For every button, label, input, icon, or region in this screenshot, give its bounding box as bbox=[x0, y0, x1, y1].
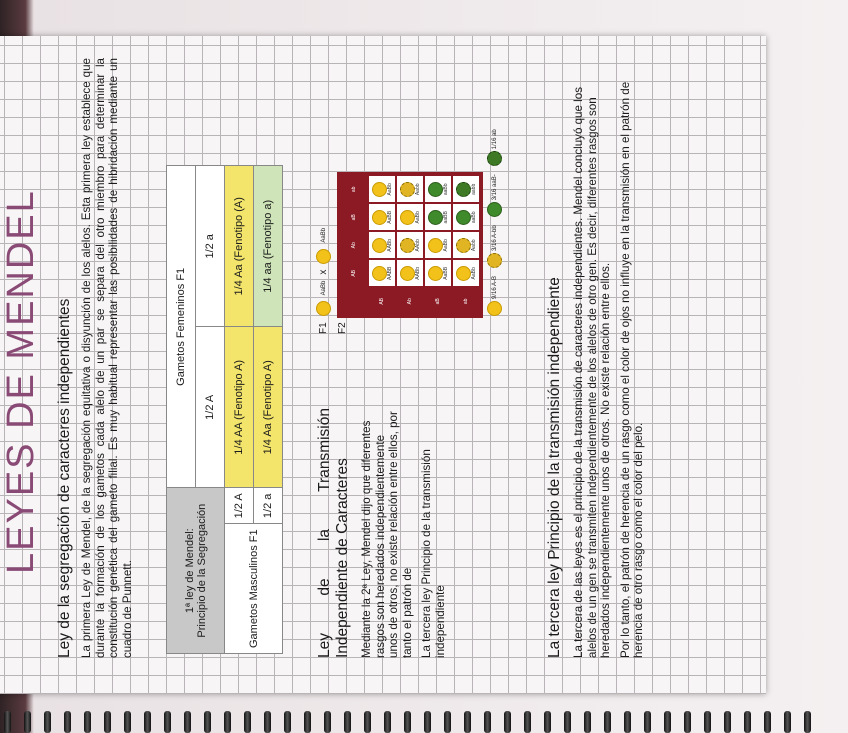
genotype-label: aaBb bbox=[442, 183, 449, 196]
genotype-label: AABb bbox=[386, 238, 393, 252]
pea-icon bbox=[487, 151, 502, 166]
spiral-ring bbox=[224, 711, 231, 733]
ratio-row bbox=[487, 129, 502, 316]
spiral-ring bbox=[304, 711, 311, 733]
dihybrid-diagram bbox=[316, 129, 502, 334]
spiral-ring bbox=[624, 711, 631, 733]
grid-row-header: aB bbox=[424, 287, 452, 315]
grid-col-header: aB bbox=[340, 203, 368, 231]
spiral-binding bbox=[0, 703, 848, 733]
section3-p2: Por lo tanto, el patrón de herencia de un rasgo como el color de ojos no influye en la transmisión en el patrón de herencia de otro rasgo como el color del pelo. bbox=[618, 81, 646, 658]
pea-icon bbox=[372, 210, 387, 225]
grid-cell bbox=[424, 203, 452, 231]
pea-yellow-icon bbox=[316, 249, 331, 264]
parent2-label: AaBb bbox=[320, 227, 327, 243]
grid-corner bbox=[340, 287, 368, 315]
genotype-label: AaBb bbox=[386, 183, 393, 196]
pea-icon bbox=[487, 253, 502, 268]
pea-icon bbox=[428, 210, 443, 225]
spiral-ring bbox=[504, 711, 511, 733]
spiral-ring bbox=[404, 711, 411, 733]
spiral-ring bbox=[484, 711, 491, 733]
spiral-ring bbox=[444, 711, 451, 733]
cell-Aa-top: 1/4 Aa (Fenotipo (A) bbox=[225, 166, 254, 327]
pea-icon bbox=[456, 238, 471, 253]
page-title: LEYES DE MENDEL bbox=[0, 189, 42, 574]
spiral-ring bbox=[744, 711, 751, 733]
punnett-table bbox=[166, 165, 283, 654]
pea-icon bbox=[400, 238, 415, 253]
genotype-label: AaBb bbox=[414, 211, 421, 224]
cell-aa: 1/4 aa (Fenotipo a) bbox=[254, 166, 283, 327]
grid-col-header: Ab bbox=[340, 231, 368, 259]
grid-cell bbox=[424, 259, 452, 287]
ratio-label: 9/16 A-B bbox=[491, 275, 498, 299]
pea-icon bbox=[456, 210, 471, 225]
spiral-ring bbox=[64, 711, 71, 733]
pea-icon bbox=[456, 182, 471, 197]
ratio-item bbox=[487, 174, 502, 217]
dihybrid-punnett-grid bbox=[337, 172, 483, 318]
grid-cell bbox=[396, 175, 424, 203]
spiral-ring bbox=[124, 711, 131, 733]
grid-cell bbox=[396, 231, 424, 259]
spiral-ring bbox=[364, 711, 371, 733]
spiral-ring bbox=[804, 711, 811, 733]
spiral-ring bbox=[464, 711, 471, 733]
section-third-law bbox=[546, 58, 652, 658]
pea-yellow-icon bbox=[316, 301, 331, 316]
grid-cell bbox=[452, 203, 480, 231]
pea-icon bbox=[428, 182, 443, 197]
male-gametes-header: Gametos Masculinos F1 bbox=[225, 524, 283, 654]
spiral-ring bbox=[164, 711, 171, 733]
genotype-label: Aabb bbox=[414, 183, 421, 196]
grid-col-header: ab bbox=[340, 175, 368, 203]
grid-row-header: AB bbox=[368, 287, 396, 315]
pea-icon bbox=[372, 238, 387, 253]
spiral-ring bbox=[244, 711, 251, 733]
spiral-ring bbox=[644, 711, 651, 733]
spiral-ring bbox=[184, 711, 191, 733]
genotype-label: AaBB bbox=[386, 210, 393, 224]
spiral-ring bbox=[724, 711, 731, 733]
spiral-ring bbox=[4, 711, 11, 733]
grid-cell bbox=[424, 231, 452, 259]
section2-p2: La tercera ley Principio de la transmisión independiente bbox=[420, 449, 447, 658]
col-header-A: 1/2 A bbox=[196, 327, 225, 488]
spiral-ring bbox=[684, 711, 691, 733]
spiral-ring bbox=[144, 711, 151, 733]
female-gametes-header: Gametos Femeninos F1 bbox=[167, 166, 196, 488]
spiral-ring bbox=[544, 711, 551, 733]
grid-cell bbox=[368, 203, 396, 231]
col-header-a: 1/2 a bbox=[196, 166, 225, 327]
spiral-ring bbox=[284, 711, 291, 733]
notebook-page bbox=[0, 36, 766, 694]
spiral-ring bbox=[764, 711, 771, 733]
row-header-A: 1/2 A bbox=[225, 488, 254, 524]
genotype-label: AABb bbox=[414, 266, 421, 280]
cross-symbol: x bbox=[318, 269, 329, 275]
grid-cell bbox=[368, 259, 396, 287]
spiral-ring bbox=[324, 711, 331, 733]
cell-AA: 1/4 AA (Fenotipo A) bbox=[225, 327, 254, 488]
ratio-item bbox=[487, 225, 502, 268]
pea-icon bbox=[428, 238, 443, 253]
genotype-label: aaBB bbox=[442, 211, 449, 224]
spiral-ring bbox=[524, 711, 531, 733]
spiral-ring bbox=[264, 711, 271, 733]
f2-label: F2 bbox=[337, 322, 348, 334]
spiral-ring bbox=[704, 711, 711, 733]
genotype-label: AaBb bbox=[470, 267, 477, 280]
ratio-label: 3/16 A-bb bbox=[491, 225, 498, 251]
pea-icon bbox=[372, 266, 387, 281]
grid-col-header: AB bbox=[340, 259, 368, 287]
spiral-ring bbox=[424, 711, 431, 733]
parent1-label: AaBb bbox=[320, 280, 327, 296]
genotype-label: Aabb bbox=[470, 239, 477, 252]
spiral-ring bbox=[44, 711, 51, 733]
spiral-ring bbox=[84, 711, 91, 733]
section1-body: La primera Ley de Mendel, de la segregación equitativa o disyunción de los alelos. Esta primera ley establece que durante la formación de los gametos cada alelo de un par se separa del otro miembro para determinar la constitución genética del gameto filial. Es muy habitual representar las posibilidades de hibridación mediante un cuadro de Punnett. bbox=[80, 58, 134, 658]
pea-icon bbox=[372, 182, 387, 197]
section3-p1: La tercera de las leyes es el principio de la transmisión de caracteres independientes. Mendel concluyó que los alelos de un gen se transmiten independientemente de los alelos de otro gen. Es decir, diferentes rasgos son heredados independientemente unos de otros. No existe relación entre ellos. bbox=[572, 87, 613, 658]
pea-icon bbox=[428, 266, 443, 281]
grid-row-header: ab bbox=[452, 287, 480, 315]
ratio-label: 3/16 aaB- bbox=[491, 174, 498, 201]
section1-heading: Ley de la segregación de caracteres independientes bbox=[56, 298, 73, 658]
grid-cell bbox=[396, 259, 424, 287]
spiral-ring bbox=[204, 711, 211, 733]
grid-cell bbox=[452, 231, 480, 259]
section-segregation bbox=[56, 58, 134, 658]
section-independent bbox=[316, 408, 454, 658]
grid-cell bbox=[424, 175, 452, 203]
pea-icon bbox=[487, 202, 502, 217]
section3-heading: La tercera ley Principio de la transmisión independiente bbox=[546, 277, 563, 658]
grid-cell bbox=[452, 259, 480, 287]
genotype-label: AABB bbox=[386, 266, 393, 280]
spiral-ring bbox=[384, 711, 391, 733]
spiral-ring bbox=[24, 711, 31, 733]
spiral-ring bbox=[104, 711, 111, 733]
section2-heading: Ley de la Transmisión Independiente de Caracteres bbox=[316, 408, 351, 658]
genotype-label: AAbb bbox=[414, 239, 421, 252]
genotype-label: AaBB bbox=[442, 266, 449, 280]
pea-icon bbox=[456, 266, 471, 281]
row-header-a: 1/2 a bbox=[254, 488, 283, 524]
ratio-item bbox=[487, 276, 502, 316]
punnett-corner-line1: 1ª ley de Mendel: bbox=[183, 528, 196, 614]
spiral-ring bbox=[664, 711, 671, 733]
cell-Aa-bottom: 1/4 Aa (Fenotipo A) bbox=[254, 327, 283, 488]
pea-icon bbox=[400, 266, 415, 281]
section2-p1: Mediante la 2ª Ley, Mendel dijo que diferentes rasgos son heredados independientemente unos de otros, no existe relación entre ellos, por tanto el patrón de bbox=[360, 411, 414, 658]
grid-cell bbox=[396, 203, 424, 231]
pea-icon bbox=[400, 210, 415, 225]
spiral-ring bbox=[344, 711, 351, 733]
grid-cell bbox=[452, 175, 480, 203]
ratio-item bbox=[487, 129, 502, 166]
spiral-ring bbox=[564, 711, 571, 733]
grid-cell bbox=[368, 175, 396, 203]
genotype-label: aaBb bbox=[470, 211, 477, 224]
spiral-ring bbox=[584, 711, 591, 733]
spiral-ring bbox=[604, 711, 611, 733]
pea-icon bbox=[487, 301, 502, 316]
punnett-corner-line2: Principio de la Segregación bbox=[195, 503, 208, 638]
pea-icon bbox=[400, 182, 415, 197]
grid-cell bbox=[368, 231, 396, 259]
grid-row-header: Ab bbox=[396, 287, 424, 315]
genotype-label: aabb bbox=[470, 183, 477, 195]
f1-label: F1 bbox=[318, 322, 329, 334]
spiral-ring bbox=[784, 711, 791, 733]
ratio-label: 1/16 ab bbox=[491, 129, 498, 150]
genotype-label: AaBb bbox=[442, 239, 449, 252]
